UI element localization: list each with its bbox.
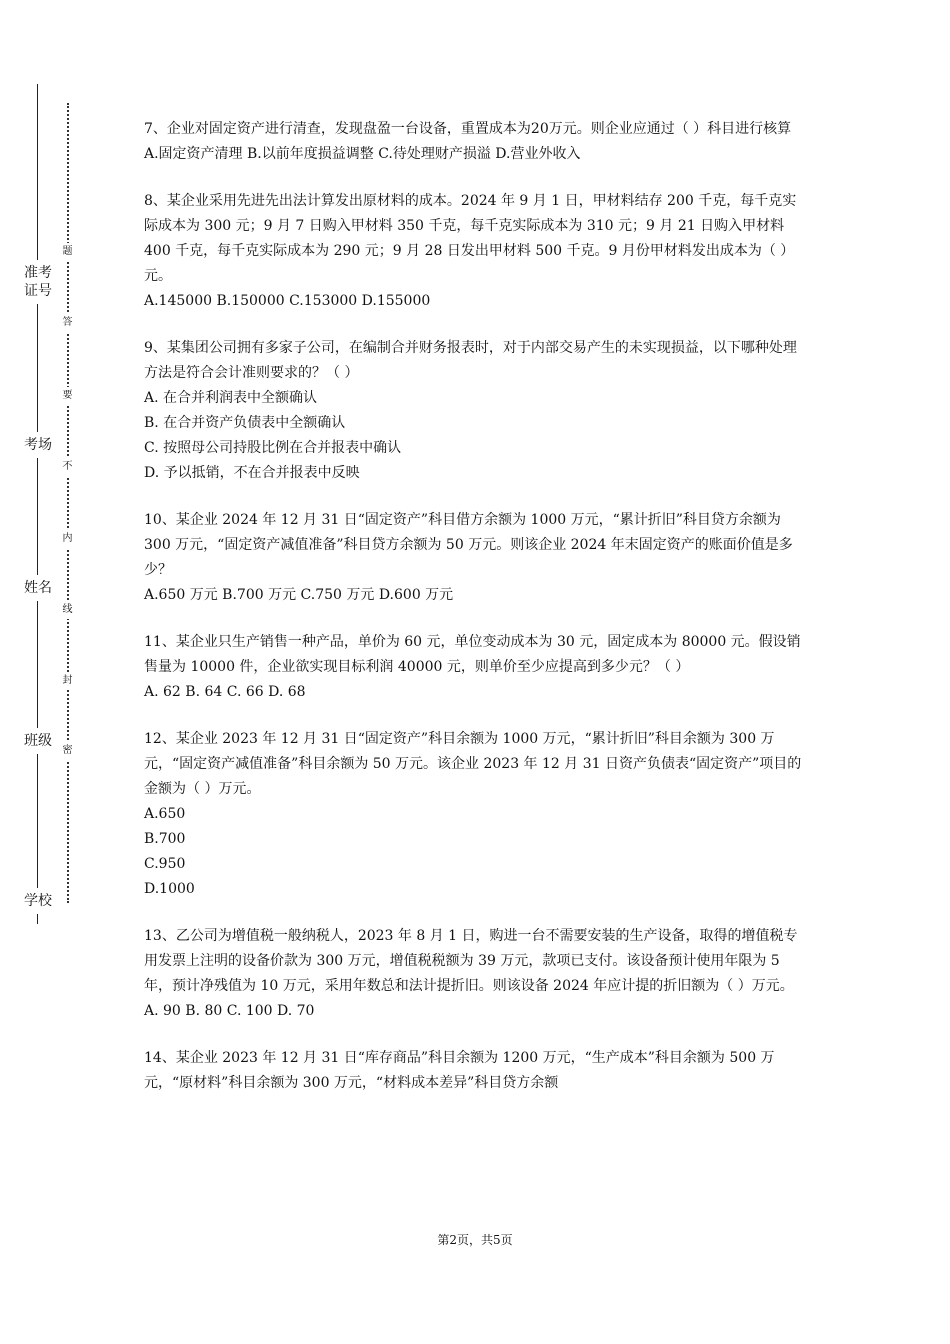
question-7 (144, 117, 808, 167)
class-field-label: 班级 (22, 728, 54, 754)
seal-char: 内 (59, 530, 76, 548)
option-a: A.650 (144, 806, 186, 822)
seal-char: 线 (59, 601, 76, 619)
page-number: 第2页，共5页 (437, 1233, 513, 1247)
question-text: 12、某企业 2023 年 12 月 31 日“固定资产”科目余额为 1000 万元，“累计折旧”科目余额为 300 万元，“固定资产减值准备”科目余额为 50 万元。该企业 2023 年 12 月 31 日资产负债表“固定资产”项目的金额为（ ）万元。 (144, 731, 802, 797)
question-9 (144, 336, 808, 486)
question-13 (144, 924, 808, 1024)
option-c: C.950 (144, 856, 186, 872)
question-text: 8、某企业采用先进先出法计算发出原材料的成本。2024 年 9 月 1 日，甲材料结存 200 千克，每千克实际成本为 300 元；9 月 7 日购入甲材料 350 千克，每千克实际成本为 310 元；9 月 21 日购入甲材料 400 千克，每千克实际成本为 290 元；9 月 28 日发出甲材料 500 千克。9 月份甲材料发出成本为（ ）元。 (144, 193, 797, 284)
exam-room-field-label: 考场 (22, 432, 54, 458)
question-12 (144, 727, 808, 902)
seal-char: 不 (59, 458, 76, 476)
option-d: D. 予以抵销，不在合并报表中反映 (144, 465, 360, 481)
question-options: A. 90 B. 80 C. 100 D. 70 (144, 1003, 315, 1019)
question-text: 9、某集团公司拥有多家子公司，在编制合并财务报表时，对于内部交易产生的未实现损益，以下哪种处理方法是符合会计准则要求的？（ ） (144, 340, 797, 381)
seal-char: 密 (59, 742, 76, 760)
option-a: A. 在合并利润表中全额确认 (144, 390, 318, 406)
question-options: A.145000 B.150000 C.153000 D.155000 (144, 293, 431, 309)
question-text: 13、乙公司为增值税一般纳税人，2023 年 8 月 1 日，购进一台不需要安装的生产设备，取得的增值税专用发票上注明的设备价款为 300 万元，增值税税额为 39 万元，款项已支付。该设备预计使用年限为 5 年，预计净残值为 10 万元，采用年数总和法计提折旧。则该设备 2024 年应计提的折旧额为（ ）万元。 (144, 928, 798, 994)
question-text: 7、企业对固定资产进行清查，发现盘盈一台设备，重置成本为20万元。则企业应通过（ ）科目进行核算 (144, 121, 792, 137)
question-options: A. 62 B. 64 C. 66 D. 68 (144, 684, 306, 700)
question-11 (144, 630, 808, 705)
admission-number-field-label: 准考证号 (22, 260, 54, 304)
question-text: 11、某企业只生产销售一种产品，单价为 60 元，单位变动成本为 30 元，固定成本为 80000 元。假设销售量为 10000 件，企业欲实现目标利润 40000 元，则单价至少应提高到多少元？（ ） (144, 634, 801, 675)
name-field-label: 姓名 (22, 575, 54, 601)
seal-char: 封 (59, 672, 76, 690)
binding-margin (0, 0, 100, 1344)
question-list (144, 117, 808, 1118)
seal-char: 答 (59, 314, 76, 332)
option-b: B. 在合并资产负债表中全额确认 (144, 415, 346, 431)
binding-line (37, 84, 38, 924)
seal-char: 要 (59, 387, 76, 405)
option-d: D.1000 (144, 881, 195, 897)
question-8 (144, 189, 808, 314)
question-text: 10、某企业 2024 年 12 月 31 日“固定资产”科目借方余额为 1000 万元，“累计折旧”科目贷方余额为 300 万元，“固定资产减值准备”科目贷方余额为 50 万元。则该企业 2024 年末固定资产的账面价值是多少？ (144, 512, 793, 578)
question-options: A.固定资产清理 B.以前年度损益调整 C.待处理财产损溢 D.营业外收入 (144, 146, 581, 162)
question-10 (144, 508, 808, 608)
option-c: C. 按照母公司持股比例在合并报表中确认 (144, 440, 402, 456)
seal-dotted-line (67, 103, 69, 903)
question-14 (144, 1046, 808, 1096)
question-options: A.650 万元 B.700 万元 C.750 万元 D.600 万元 (144, 587, 454, 603)
question-text: 14、某企业 2023 年 12 月 31 日“库存商品”科目余额为 1200 万元，“生产成本”科目余额为 500 万元，“原材料”科目余额为 300 万元，“材料成本差异”科目贷方余额 (144, 1050, 775, 1091)
school-field-label: 学校 (22, 888, 54, 914)
option-b: B.700 (144, 831, 186, 847)
seal-char: 题 (59, 243, 76, 261)
